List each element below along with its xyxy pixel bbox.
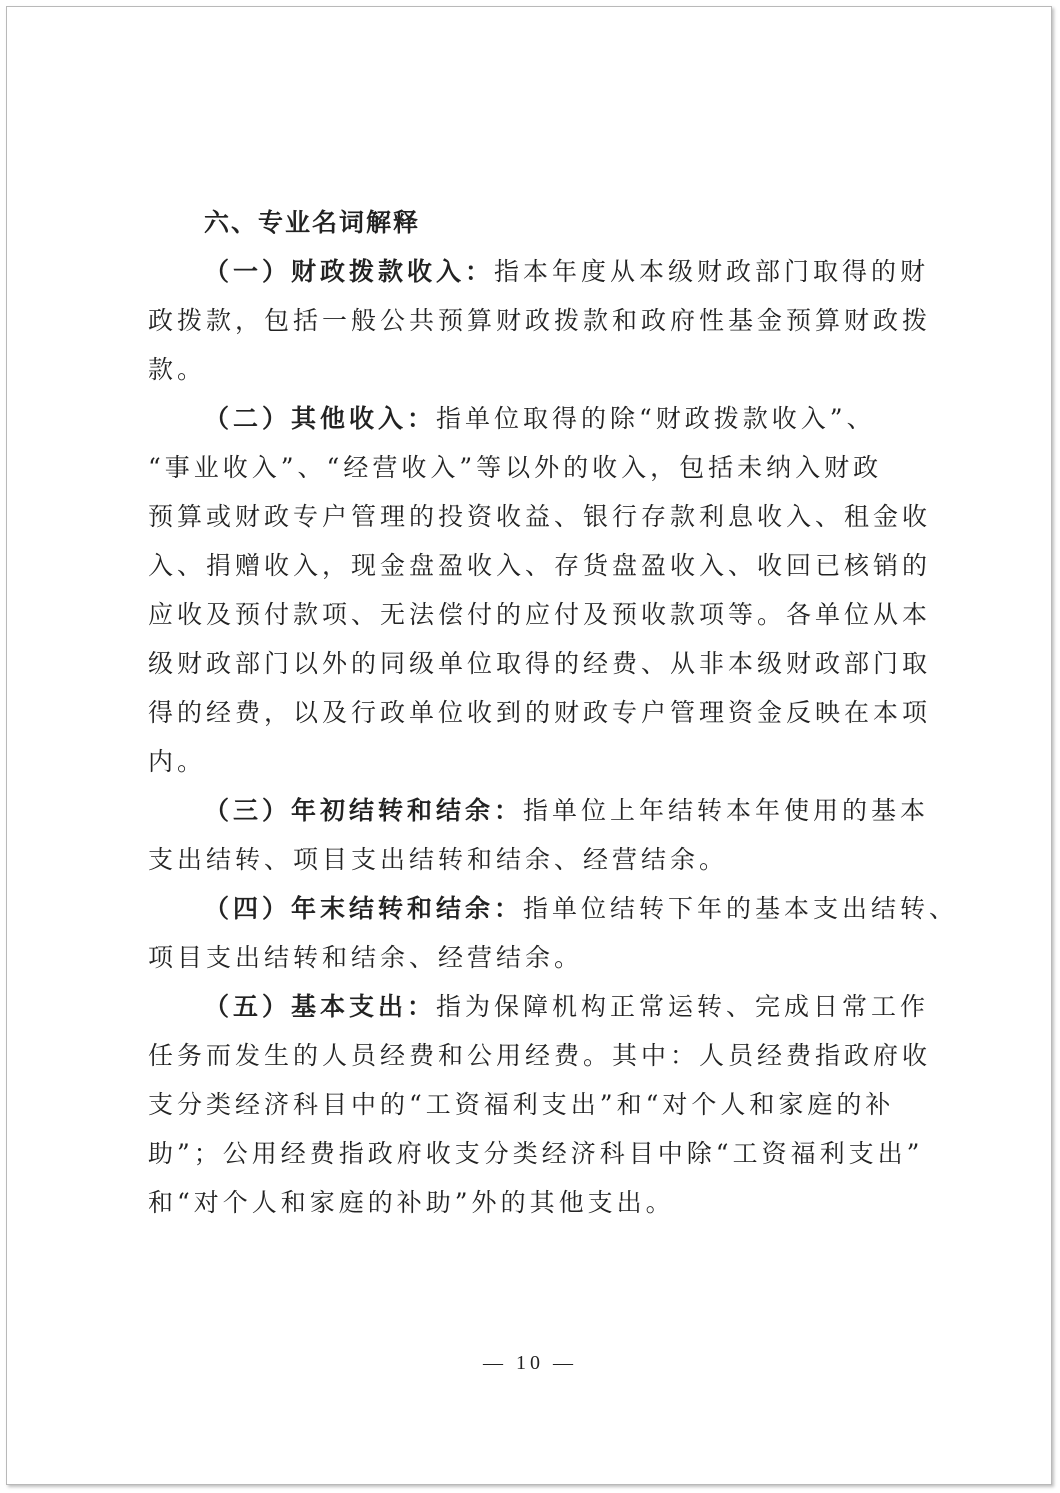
- definition-ending-carryover: [148, 884, 959, 982]
- paragraph-line: “事业收入”、“经营收入”等以外的收入，包括未纳入财政: [148, 453, 883, 482]
- definition-text: 指单位取得的除“财政拨款收入”、: [436, 404, 876, 433]
- definition-text: 指为保障机构正常运转、完成日常工作: [436, 992, 930, 1021]
- term-label: （四）年末结转和结余：: [204, 894, 524, 923]
- definition-text: 指本年度从本级财政部门取得的财: [494, 257, 930, 286]
- paragraph-line: 预算或财政专户管理的投资收益、银行存款利息收入、租金收: [148, 502, 932, 531]
- paragraph-line: [148, 982, 938, 1031]
- paragraph-line: 款。: [148, 355, 207, 384]
- paragraph-line: 项目支出结转和结余、经营结余。: [148, 943, 584, 972]
- paragraph-line: 和“对个人和家庭的补助”外的其他支出。: [148, 1188, 675, 1217]
- page-number: — 10 —: [483, 1352, 577, 1374]
- term-label: （一）财政拨款收入：: [204, 257, 495, 286]
- paragraph-line: 级财政部门以外的同级单位取得的经费、从非本级财政部门取: [148, 649, 932, 678]
- document-body: [148, 198, 959, 1227]
- section-heading: 六、专业名词解释: [204, 208, 421, 237]
- definition-text: 指单位上年结转本年使用的基本: [523, 796, 930, 825]
- paragraph-line: [148, 394, 938, 443]
- definition-beginning-carryover: [148, 786, 938, 884]
- paragraph-line: 支出结转、项目支出结转和结余、经营结余。: [148, 845, 729, 874]
- paragraph-line: 得的经费，以及行政单位收到的财政专户管理资金反映在本项: [148, 698, 932, 727]
- paragraph-line: 助”；公用经费指政府收支分类经济科目中除“工资福利支出”: [148, 1139, 924, 1168]
- paragraph-line: 政拨款，包括一般公共预算财政拨款和政府性基金预算财政拨: [148, 306, 932, 335]
- definition-basic-expenditure: [148, 982, 938, 1227]
- paragraph-line: 入、捐赠收入，现金盘盈收入、存货盘盈收入、收回已核销的: [148, 551, 932, 580]
- paragraph-line: 任务而发生的人员经费和公用经费。其中：人员经费指政府收: [148, 1041, 932, 1070]
- paragraph-line: [148, 247, 938, 296]
- definition-other-income: [148, 394, 938, 786]
- definition-fiscal-appropriation-income: [148, 247, 938, 394]
- paragraph-line: [148, 786, 938, 835]
- definition-text: 指单位结转下年的基本支出结转、: [523, 894, 959, 923]
- term-label: （二）其他收入：: [204, 404, 437, 433]
- paragraph-line: 应收及预付款项、无法偿付的应付及预收款项等。各单位从本: [148, 600, 932, 629]
- paragraph-line: 内。: [148, 747, 207, 776]
- paragraph-line: 支分类经济科目中的“工资福利支出”和“对个人和家庭的补: [148, 1090, 895, 1119]
- paragraph-line: [148, 884, 959, 933]
- term-label: （三）年初结转和结余：: [204, 796, 524, 825]
- term-label: （五）基本支出：: [204, 992, 437, 1021]
